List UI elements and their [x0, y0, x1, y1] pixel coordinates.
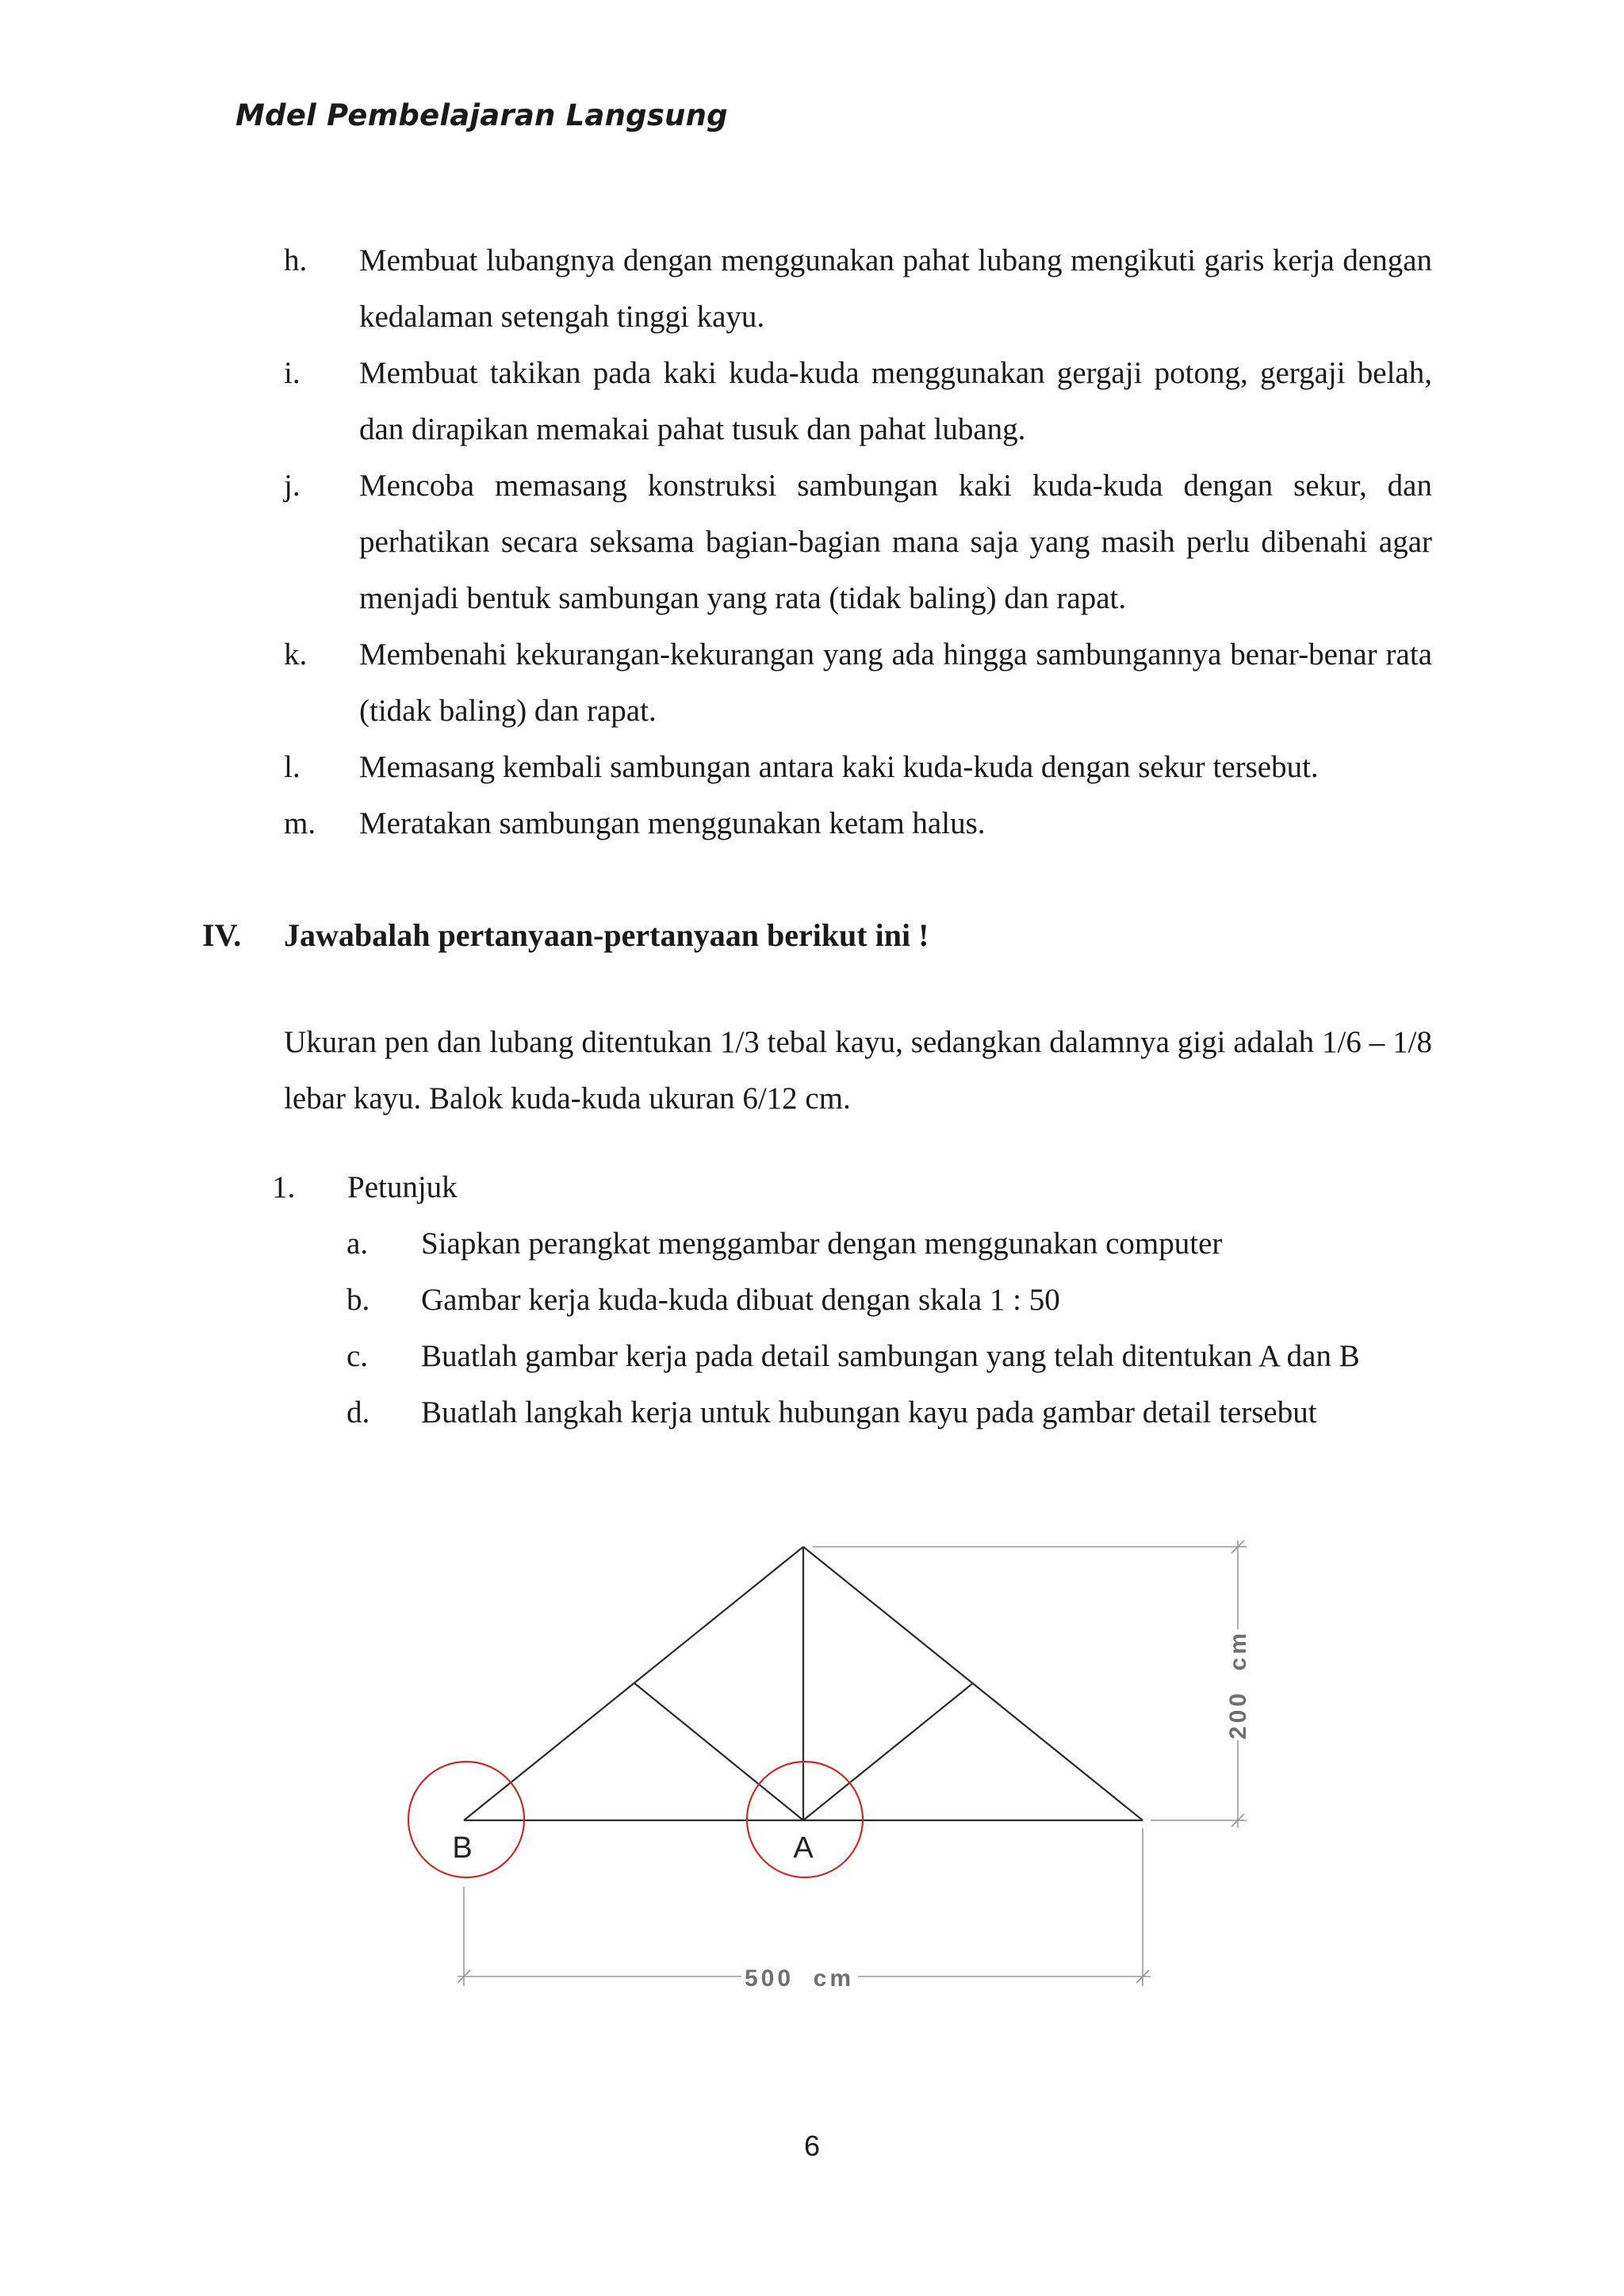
item-text: Meratakan sambungan menggunakan ketam halus.	[359, 806, 986, 840]
item-letter: a.	[347, 1226, 369, 1261]
item-text: Mencoba memasang konstruksi sambungan kaki kuda-kuda dengan sekur, dan perhatikan secara seksama bagian-bagian mana saja yang masih perlu dibenahi agar menjadi bentuk sambungan yang rata (tidak baling) dan rapat.	[359, 469, 1432, 615]
item-letter: h.	[284, 243, 308, 277]
dimension-lines	[458, 1540, 1247, 1986]
page-number: 6	[803, 2130, 821, 2162]
joint-label-a: A	[793, 1831, 814, 1865]
item-text: Membuat lubangnya dengan menggunakan pahat lubang mengikuti garis kerja dengan kedalaman setengah tinggi kayu.	[359, 243, 1432, 334]
item-letter: b.	[347, 1283, 370, 1317]
subsection-number: 1.	[272, 1170, 296, 1204]
item-text: Membuat takikan pada kaki kuda-kuda menggunakan gergaji potong, gergaji belah, dan dirapikan memakai pahat tusuk dan pahat lubang.	[359, 356, 1432, 446]
height-dimension-label: 200 cm	[1225, 1629, 1251, 1740]
item-text: Memasang kembali sambungan antara kaki kuda-kuda dengan sekur tersebut.	[359, 750, 1319, 784]
section-title: Jawabalah pertanyaan-pertanyaan berikut ini !	[284, 917, 929, 953]
joint-label-b: B	[452, 1831, 473, 1865]
left-diagonal	[634, 1683, 803, 1820]
item-letter: d.	[347, 1395, 370, 1429]
item-text: Gambar kerja kuda-kuda dibuat dengan skala 1 : 50	[421, 1283, 1060, 1317]
item-text: Membenahi kekurangan-kekurangan yang ada hingga sambungannya benar-benar rata (tidak baling) dan rapat.	[359, 637, 1432, 728]
item-letter: l.	[284, 750, 301, 784]
item-letter: j.	[284, 469, 301, 503]
truss-members	[464, 1547, 1143, 1820]
item-text: Siapkan perangkat menggambar dengan menggunakan computer	[421, 1226, 1223, 1261]
item-letter: m.	[284, 806, 316, 840]
item-letter: k.	[284, 637, 308, 672]
width-dimension-label: 500 cm	[744, 1965, 855, 1992]
section-paragraph: Ukuran pen dan lubang ditentukan 1/3 tebal kayu, sedangkan dalamnya gigi adalah 1/6 – 1/8 lebar kayu. Balok kuda-kuda ukuran 6/12 cm.	[284, 1025, 1432, 1115]
section-number: IV.	[202, 917, 242, 953]
item-text: Buatlah gambar kerja pada detail sambungan yang telah ditentukan A dan B	[421, 1339, 1360, 1373]
document-header: Mdel Pembelajaran Langsung	[236, 98, 728, 132]
right-diagonal	[803, 1683, 973, 1820]
item-text: Buatlah langkah kerja untuk hubungan kayu pada gambar detail tersebut	[421, 1395, 1317, 1429]
subsection-title: Petunjuk	[347, 1170, 458, 1204]
item-letter: c.	[347, 1339, 369, 1373]
item-letter: i.	[284, 356, 301, 390]
